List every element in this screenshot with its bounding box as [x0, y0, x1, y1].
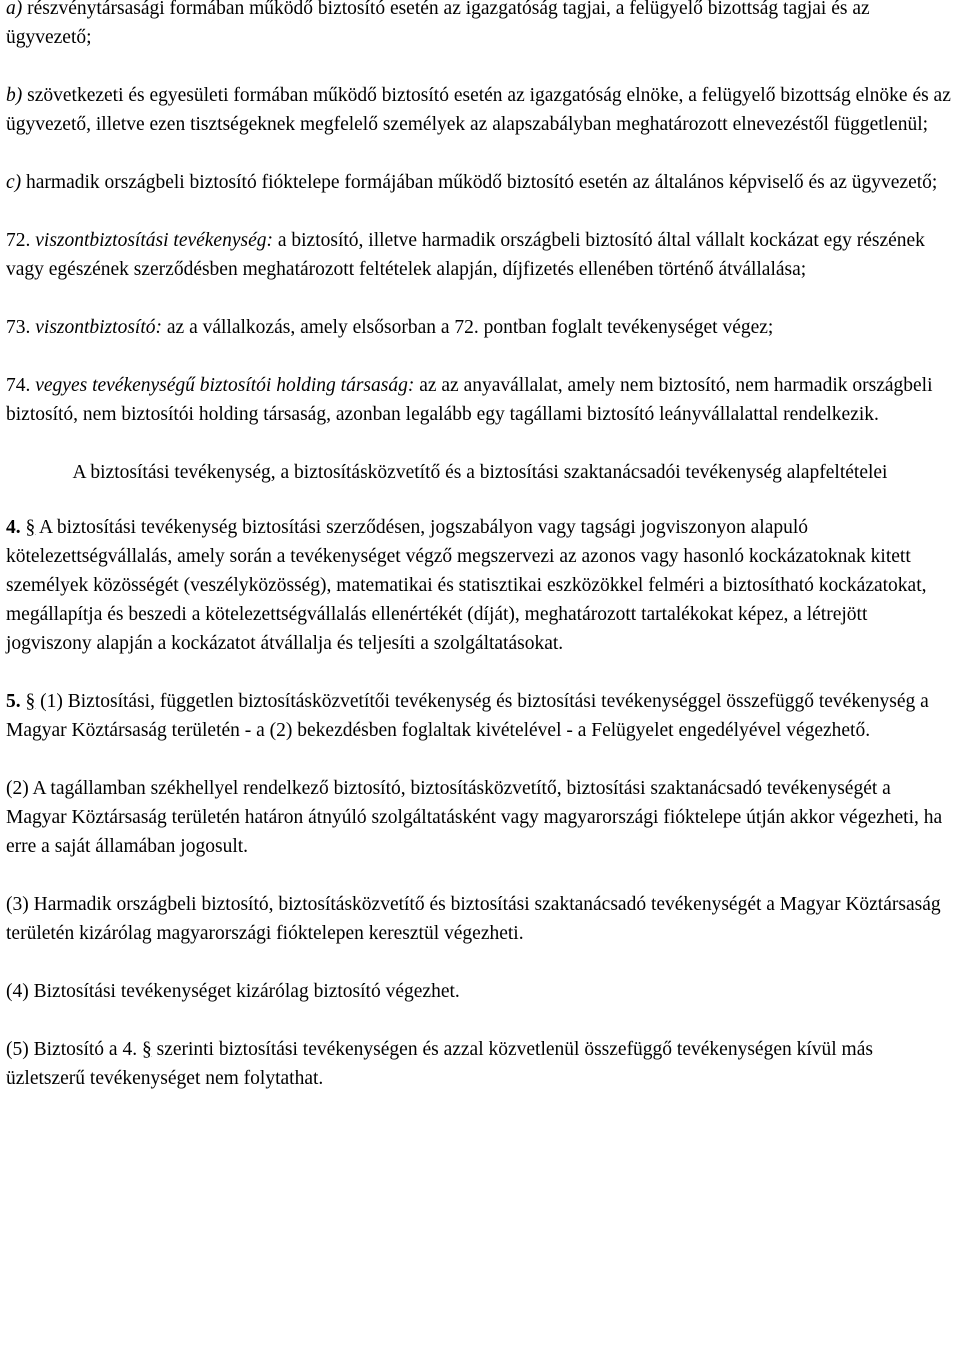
definition-72: [6, 226, 954, 284]
item-c: [6, 168, 954, 197]
section-4-number: 4.: [6, 517, 21, 538]
definition-72-number: 72.: [6, 230, 31, 251]
section-5-p2: (2) A tagállamban székhellyel rendelkező biztosító, biztosításközvetítő, biztosítási szaktanácsadó tevékenységét a Magyar Köztársaság területén határon átnyúló szolgáltatásként vagy magyarországi fióktelepe útján akkor végezheti, ha erre a saját államában jogosult.: [6, 778, 943, 857]
section-5-number: 5.: [6, 691, 21, 712]
section-4: [6, 513, 954, 658]
section-sign-link[interactable]: §: [25, 517, 36, 538]
definition-74-number: 74.: [6, 375, 31, 396]
section-5-p1: [6, 687, 954, 745]
definition-73-number: 73.: [6, 317, 31, 338]
item-b-text: szövetkezeti és egyesületi formában működő biztosító esetén az igazgatóság elnöke, a felügyelő bizottság elnöke és az ügyvezető, illetve ezen tisztségeknek megfelelő személyek az alapszabályban meghatározott elnevezéstől függetlenül;: [6, 85, 951, 135]
section-4-text: A biztosítási tevékenység biztosítási szerződésen, jogszabályon vagy tagsági jogviszonyon alapuló kötelezettségvállalás, amely során a tevékenységet végző megszervezi az azonos vagy hasonló kockázatoknak kitett személyek közösségét (veszélyközösség), matematikai és statisztikai eszközökkel felméri a biztosítható kockázatokat, megállapítja és beszedi a kötelezettségvállalás ellenértékét (díját), meghatározott tartalékokat képez, a létrejött jogviszony alapján a kockázatot átvállalja és teljesíti a szolgáltatásokat.: [6, 517, 927, 654]
definition-74: [6, 371, 954, 429]
item-a-text: részvénytársasági formában működő biztosító esetén az igazgatóság tagjai, a felügyelő bizottság tagjai és az ügyvezető;: [6, 0, 870, 48]
document-page: [6, 0, 954, 1093]
definition-74-text: az az anyavállalat, amely nem biztosító, nem harmadik országbeli biztosító, nem biztosítói holding társaság, azonban legalább egy tagállami biztosító leányvállalattal rendelkezik.: [6, 375, 933, 425]
definition-72-term: viszontbiztosítási tevékenység:: [35, 230, 273, 251]
definition-72-text: a biztosító, illetve harmadik országbeli biztosító által vállalt kockázat egy részének vagy egészének szerződésben meghatározott feltételek alapján, díjfizetés ellenében történő átvállalása;: [6, 230, 925, 280]
section-sign-link[interactable]: §: [141, 1039, 152, 1060]
item-b-label: b): [6, 85, 23, 106]
item-b: [6, 81, 954, 139]
definition-73: [6, 313, 954, 342]
item-c-text: harmadik országbeli biztosító fióktelepe formájában működő biztosító esetén az általános képviselő és az ügyvezető;: [21, 172, 938, 193]
section-5-p5: [6, 1035, 954, 1093]
section-5-p1-text: (1) Biztosítási, független biztosításközvetítői tevékenység és biztosítási tevékenységgel összefüggő tevékenység a Magyar Köztársaság területén - a (2) bekezdésben foglaltak kivételével - a Felügyelet engedélyével végezhető.: [6, 691, 929, 741]
item-a: [6, 0, 954, 52]
definition-73-term: viszontbiztosító:: [35, 317, 163, 338]
section-heading: A biztosítási tevékenység, a biztosításközvetítő és a biztosítási szaktanácsadói tevékenység alapfeltételei: [72, 462, 888, 483]
section-sign-link[interactable]: §: [25, 691, 36, 712]
section-5-p5-end: szerinti biztosítási tevékenységen és azzal közvetlenül összefüggő tevékenységen kívül más üzletszerű tevékenységet nem folytathat.: [6, 1039, 873, 1089]
item-a-label: a): [6, 0, 23, 19]
definition-74-term: vegyes tevékenységű biztosítói holding társaság:: [35, 375, 415, 396]
section-5-p5-start: (5) Biztosító a 4.: [6, 1039, 142, 1060]
section-5-p3: (3) Harmadik országbeli biztosító, biztosításközvetítő és biztosítási szaktanácsadó tevékenységét a Magyar Köztársaság területén kizárólag magyarországi fióktelepen keresztül végezheti.: [6, 894, 941, 944]
section-5-p4: (4) Biztosítási tevékenységet kizárólag biztosító végezhet.: [6, 981, 460, 1002]
item-c-label: c): [6, 172, 22, 193]
definition-73-text: az a vállalkozás, amely elsősorban a 72. pontban foglalt tevékenységet végez;: [162, 317, 774, 338]
